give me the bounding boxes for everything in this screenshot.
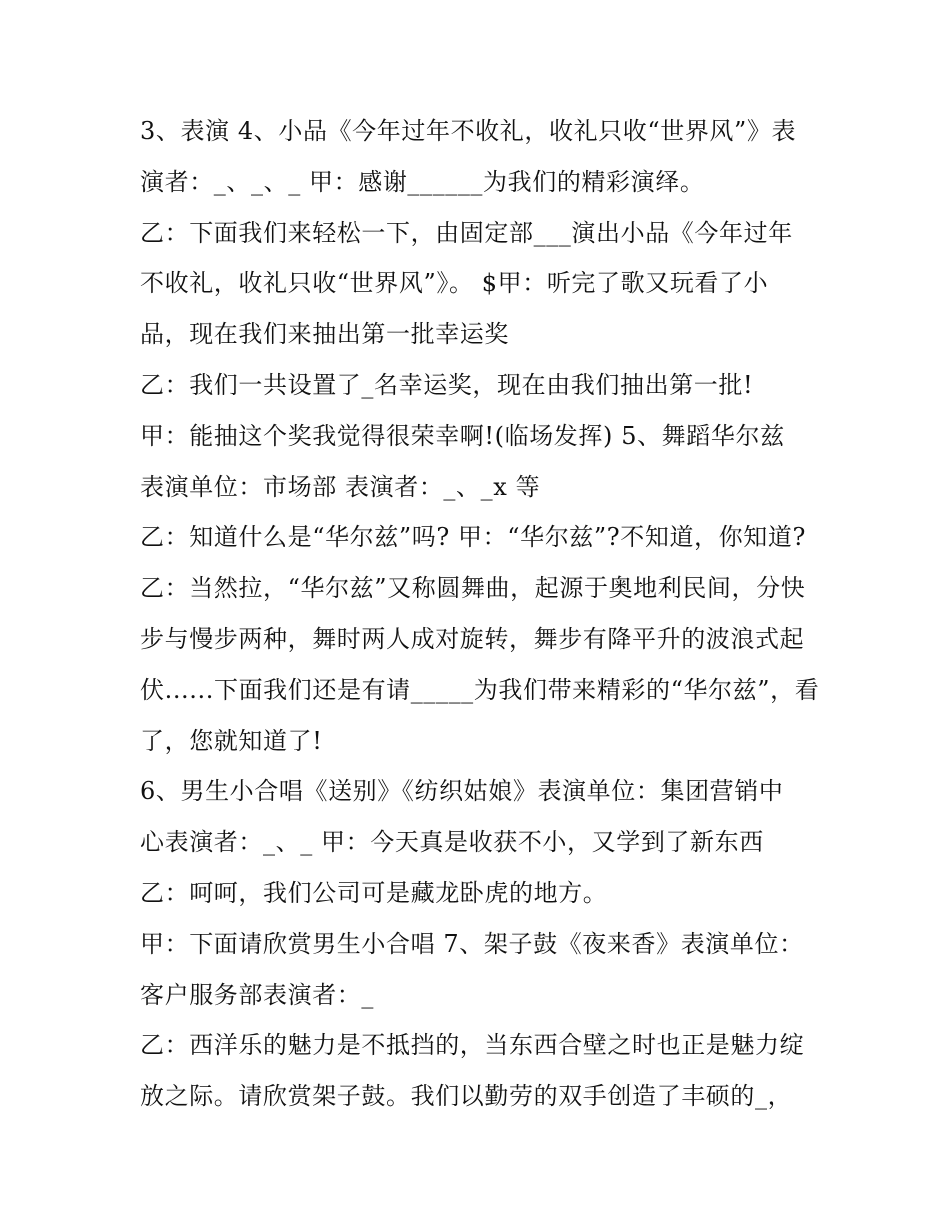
- text-line: 步与慢步两种，舞时两人成对旋转，舞步有降平升的波浪式起: [140, 624, 805, 653]
- text-line: 6、男生小合唱《送别》《纺织姑娘》表演单位：集团营销中: [140, 777, 784, 806]
- text-line: 乙：当然拉，“华尔兹”又称圆舞曲，起源于奥地利民间，分快: [140, 574, 806, 603]
- text-line: 乙：我们一共设置了_名幸运奖，现在由我们抽出第一批!: [140, 370, 754, 399]
- text-line: 3、表演 4、小品《今年过年不收礼，收礼只收“世界风”》表: [140, 117, 797, 145]
- text-line: 伏......下面我们还是有请_____为我们带来精彩的“华尔兹”，看: [140, 675, 820, 704]
- body-text: [140, 106, 820, 1122]
- text-line: 不收礼，收礼只收“世界风”》。 $甲：听完了歌又玩看了小: [140, 269, 769, 298]
- text-line: 乙：知道什么是“华尔兹”吗? 甲：“华尔兹”?不知道，你知道?: [140, 523, 806, 552]
- text-line: 甲：能抽这个奖我觉得很荣幸啊!(临场发挥) 5、舞蹈华尔兹: [140, 421, 785, 450]
- text-line: 品，现在我们来抽出第一批幸运奖: [140, 320, 509, 349]
- text-line: 乙：下面我们来轻松一下，由固定部___演出小品《今年过年: [140, 218, 793, 247]
- text-line: 演者：_、_、_ 甲：感谢______为我们的精彩演绎。: [140, 167, 705, 196]
- text-line: 表演单位：市场部 表演者：_、_x 等: [140, 472, 541, 501]
- text-line: 甲：下面请欣赏男生小合唱 7、架子鼓《夜来香》表演单位：: [140, 929, 804, 958]
- text-line: 客户服务部表演者：_: [140, 980, 374, 1009]
- text-line: 放之际。请欣赏架子鼓。我们以勤劳的双手创造了丰硕的_，: [140, 1082, 793, 1111]
- text-line: 了，您就知道了!: [140, 726, 323, 755]
- text-line: 乙：呵呵，我们公司可是藏龙卧虎的地方。: [140, 878, 608, 907]
- text-line: 心表演者：_、_ 甲：今天真是收获不小，又学到了新东西: [140, 828, 764, 857]
- text-line: 乙：西洋乐的魅力是不抵挡的，当东西合壁之时也正是魅力绽: [140, 1031, 805, 1060]
